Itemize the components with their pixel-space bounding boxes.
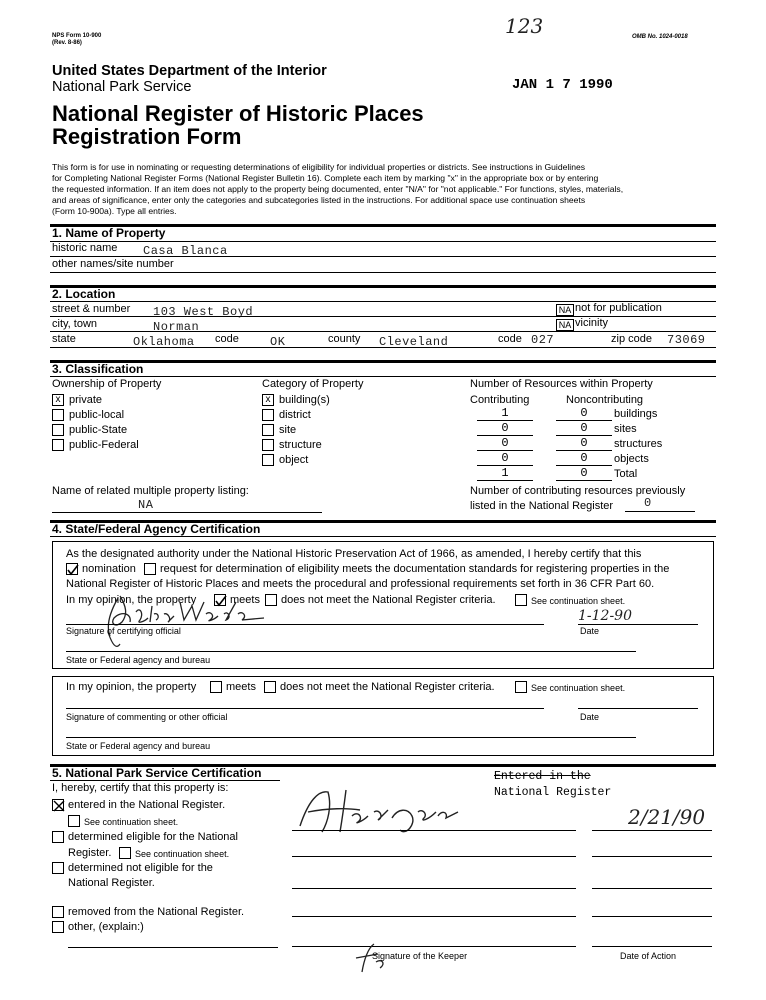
county-code-value[interactable]: 027: [531, 333, 555, 347]
resource-type-label: objects: [614, 453, 649, 465]
noncontributing-count[interactable]: 0: [580, 421, 588, 435]
comment-does-not-meet-label: does not meet the National Register criteria.: [280, 681, 495, 693]
rule: [50, 376, 716, 377]
comment-continuation-checkbox[interactable]: [515, 681, 527, 693]
state-value[interactable]: Oklahoma: [133, 335, 195, 349]
cert-paragraph-line-2: request for determination of eligibility meets the documentation standards for registering properties in the: [160, 563, 670, 575]
rule: [592, 946, 712, 947]
county-value[interactable]: Cleveland: [379, 335, 449, 349]
agency-bureau-label: State or Federal agency and bureau: [66, 655, 211, 665]
determined-eligible-checkbox[interactable]: [52, 831, 64, 843]
zip-value[interactable]: 73069: [667, 333, 706, 347]
received-stamp-date: JAN 1 7 1990: [512, 77, 613, 93]
determined-eligible-label: determined eligible for the National: [68, 831, 238, 843]
certifying-signature-label: Signature of certifying official: [66, 626, 181, 636]
opinion-text: In my opinion, the property: [66, 594, 197, 606]
category-building-label: building(s): [279, 394, 330, 406]
ownership-title: Ownership of Property: [52, 378, 162, 390]
category-district-label: district: [279, 409, 311, 421]
multiple-listing-label: Name of related multiple property listing:: [52, 485, 249, 497]
certification-date-value[interactable]: 1-12-90: [578, 608, 632, 624]
rule: [52, 512, 322, 513]
x-mark-icon: [53, 800, 65, 812]
meets-label: meets: [230, 594, 260, 606]
ownership-public-federal-checkbox[interactable]: [52, 439, 64, 451]
resources-title: Number of Resources within Property: [470, 378, 653, 390]
entered-checkbox[interactable]: [52, 799, 64, 811]
noncontributing-header: Noncontributing: [566, 394, 644, 406]
noncontributing-total[interactable]: 0: [580, 466, 588, 480]
cert-paragraph-line-3: National Register of Historic Places and meets the procedural and professional requirements set forth in 36 CFR Part 60.: [66, 578, 655, 590]
city-label: city, town: [52, 318, 98, 330]
category-district-checkbox[interactable]: [262, 409, 274, 421]
category-site-checkbox[interactable]: [262, 424, 274, 436]
rule: [592, 888, 712, 889]
rule: [578, 708, 698, 709]
other-checkbox[interactable]: [52, 921, 64, 933]
section-3-title: 3. Classification: [52, 362, 144, 376]
rule: [556, 480, 612, 481]
resource-type-label: sites: [614, 423, 637, 435]
comment-opinion-text: In my opinion, the property: [66, 681, 197, 693]
contributing-count[interactable]: 0: [501, 421, 509, 435]
keeper-signature: [288, 782, 488, 840]
street-label: street & number: [52, 303, 131, 315]
rule: [625, 511, 695, 512]
rule: [50, 256, 716, 257]
category-structure-checkbox[interactable]: [262, 439, 274, 451]
form-subtitle: Registration Form: [52, 124, 242, 149]
continuation-sheet-label: See continuation sheet.: [531, 596, 626, 606]
section-5-title: 5. National Park Service Certification: [52, 766, 262, 780]
commenting-date-label: Date: [580, 712, 600, 722]
rule: [292, 830, 576, 831]
not-for-publication-checkbox[interactable]: NA: [556, 304, 574, 316]
county-code-label: code: [498, 333, 522, 345]
multiple-listing-value[interactable]: NA: [138, 498, 154, 512]
does-not-meet-label: does not meet the National Register criteria.: [281, 594, 496, 606]
eligible-continuation-checkbox[interactable]: [119, 847, 131, 859]
ownership-private-label: private: [69, 394, 103, 406]
comment-does-not-meet-checkbox[interactable]: [264, 681, 276, 693]
historic-name-value[interactable]: Casa Blanca: [143, 244, 228, 258]
entered-label: entered in the National Register.: [68, 799, 226, 811]
rule: [292, 888, 576, 889]
category-site-label: site: [279, 424, 297, 436]
rule: [292, 856, 576, 857]
comment-meets-checkbox[interactable]: [210, 681, 222, 693]
rule: [50, 536, 716, 537]
continuation-sheet-checkbox[interactable]: [515, 594, 527, 606]
rule: [592, 916, 712, 917]
comment-continuation-label: See continuation sheet.: [531, 683, 626, 693]
previously-listed-label-2: listed in the National Register: [470, 500, 614, 512]
instructions: This form is for use in nominating or requesting determinations of eligibility for individual properties or districts. See instructions in Guidelines for Completing National Register Forms (National Register Bulletin 16). Complete each item by marking "x" in the appropriate box or by entering the requested information. If an item does not apply to the property being documented, enter "N/A" for "not applicable." For functions, styles, materials, and areas of significance, enter only the categories and subcategories listed in the instructions. For additional space use continuation sheets (Form 10-900a). Type all entries.: [52, 162, 624, 216]
state-label: state: [52, 333, 76, 345]
keeper-signature-label: Signature of the Keeper: [372, 951, 468, 961]
comment-agency-label: State or Federal agency and bureau: [66, 741, 211, 751]
determined-not-eligible-label: determined not eligible for the: [68, 862, 213, 874]
register-stamp-line-1: Entered in the: [494, 770, 591, 783]
ownership-public-local-checkbox[interactable]: [52, 409, 64, 421]
determined-eligible-label-2: Register.: [68, 847, 112, 859]
certification-date-label: Date: [580, 626, 600, 636]
section-4-title: 4. State/Federal Agency Certification: [52, 522, 261, 536]
checkmark-icon: [67, 564, 79, 576]
category-object-label: object: [279, 454, 309, 466]
commenting-signature-label: Signature of commenting or other official: [66, 712, 228, 722]
removed-label: removed from the National Register.: [68, 906, 245, 918]
vicinity-checkbox[interactable]: NA: [556, 319, 574, 331]
nomination-checkbox[interactable]: [66, 563, 78, 575]
rule: [50, 347, 716, 348]
historic-name-label: historic name: [52, 242, 118, 254]
contributing-count[interactable]: 1: [501, 406, 509, 420]
determined-not-eligible-checkbox[interactable]: [52, 862, 64, 874]
resource-type-label: Total: [614, 468, 638, 480]
previously-listed-value[interactable]: 0: [644, 496, 652, 510]
department-name: United States Department of the Interior: [52, 63, 327, 79]
ownership-public-state-label: public-State: [69, 424, 128, 436]
handwritten-number: 123: [505, 14, 544, 38]
category-structure-label: structure: [279, 439, 322, 451]
section-1-title: 1. Name of Property: [52, 226, 166, 240]
removed-checkbox[interactable]: [52, 906, 64, 918]
rule: [50, 272, 716, 273]
ownership-public-local-label: public-local: [69, 409, 125, 421]
form-revision: (Rev. 8-86): [52, 40, 82, 46]
form-number: NPS Form 10-900: [52, 33, 102, 39]
date-of-action-label: Date of Action: [620, 951, 677, 961]
zip-label: zip code: [611, 333, 652, 345]
other-label: other, (explain:): [68, 921, 144, 933]
noncontributing-count[interactable]: 0: [580, 406, 588, 420]
rule: [477, 480, 533, 481]
city-value[interactable]: Norman: [153, 320, 200, 334]
category-object-checkbox[interactable]: [262, 454, 274, 466]
rule: [66, 708, 544, 709]
rule: [50, 316, 716, 317]
contributing-header: Contributing: [470, 394, 530, 406]
rule: [592, 856, 712, 857]
nomination-label: nomination: [82, 563, 136, 575]
vicinity-label: vicinity: [575, 317, 609, 329]
section-rule: [50, 285, 716, 288]
rule: [50, 241, 716, 242]
date-of-action-value[interactable]: 2/21/90: [628, 805, 706, 829]
street-value[interactable]: 103 West Boyd: [153, 305, 254, 319]
ownership-public-federal-label: public-Federal: [69, 439, 139, 451]
rule: [68, 947, 278, 948]
nps-certify-statement: I, hereby, certify that this property is:: [52, 782, 229, 794]
section-2-title: 2. Location: [52, 287, 116, 301]
rule: [292, 946, 576, 947]
form-title: National Register of Historic Places: [52, 101, 424, 126]
category-building-checkbox[interactable]: x: [262, 394, 274, 406]
certifying-signature: [96, 592, 286, 652]
category-title: Category of Property: [262, 378, 364, 390]
county-label: county: [328, 333, 361, 345]
contributing-total[interactable]: 1: [501, 466, 509, 480]
section-rule: [50, 360, 716, 363]
noncontributing-count[interactable]: 0: [580, 451, 588, 465]
eligible-continuation-label: See continuation sheet.: [135, 849, 230, 859]
register-stamp-line-2: National Register: [494, 786, 612, 799]
resource-type-label: structures: [614, 438, 663, 450]
determined-not-eligible-label-2: National Register.: [68, 877, 155, 889]
rule: [66, 737, 636, 738]
state-code-label: code: [215, 333, 239, 345]
rule: [50, 331, 716, 332]
entered-continuation-checkbox[interactable]: [68, 815, 80, 827]
request-determination-checkbox[interactable]: [144, 563, 156, 575]
resource-type-label: buildings: [614, 408, 658, 420]
comment-meets-label: meets: [226, 681, 256, 693]
service-name: National Park Service: [52, 79, 192, 95]
cert-paragraph-line-1: As the designated authority under the National Historic Preservation Act of 1966, as amended, I hereby certify that this: [66, 548, 642, 560]
ownership-private-checkbox[interactable]: x: [52, 394, 64, 406]
rule: [292, 916, 576, 917]
contributing-count[interactable]: 0: [501, 436, 509, 450]
entered-continuation-label: See continuation sheet.: [84, 817, 179, 827]
rule: [66, 651, 636, 652]
not-for-publication-label: not for publication: [575, 302, 662, 314]
rule: [50, 780, 280, 781]
noncontributing-count[interactable]: 0: [580, 436, 588, 450]
contributing-count[interactable]: 0: [501, 451, 509, 465]
state-code-value[interactable]: OK: [270, 335, 286, 349]
ownership-public-state-checkbox[interactable]: [52, 424, 64, 436]
rule: [592, 830, 712, 831]
rule: [578, 624, 698, 625]
omb-number: OMB No. 1024-0018: [632, 34, 688, 40]
other-names-label: other names/site number: [52, 258, 174, 270]
rule: [66, 624, 544, 625]
previously-listed-label-1: Number of contributing resources previously: [470, 485, 686, 497]
